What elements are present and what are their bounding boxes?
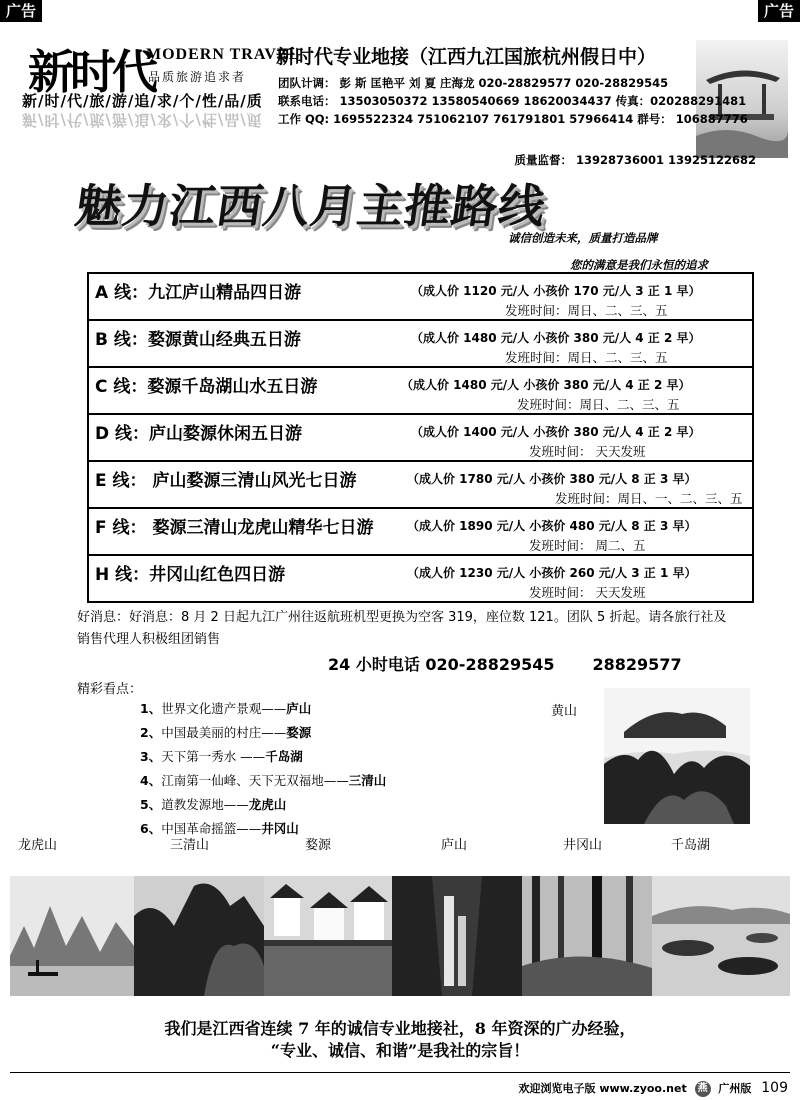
contact-line: 工作 QQ: 1695522324 751062107 761791801 57966414 群号： 106887776 (278, 112, 748, 126)
swallow-badge-icon: 燕 (695, 1081, 711, 1097)
route-row (89, 462, 752, 509)
item-text: 江南第一仙峰、天下无双福地—— (161, 773, 349, 788)
route-schedule: 发班时间： 天天发班 (529, 444, 646, 459)
lushan-photo (392, 876, 522, 996)
route-price: （成人价 1480 元/人 小孩价 380 元/人 4 正 2 早） (401, 378, 691, 392)
route-schedule: 发班时间：周日、二、三、五 (505, 350, 668, 365)
sanqingshan-photo (134, 876, 264, 996)
item-number: 5、 (140, 797, 162, 812)
route-row (89, 321, 752, 368)
ad-tag-left: 广告 (0, 0, 42, 22)
hotline-label: 24 小时电话 020-28829545 (328, 655, 555, 674)
photo-strip (10, 876, 790, 996)
item-place: 龙虎山 (248, 797, 287, 812)
route-name: C 线：婺源千岛湖山水五日游 (95, 377, 318, 397)
photo-label: 龙虎山 (18, 838, 58, 853)
photo-labels (0, 834, 800, 852)
logo-text: 新时代 (28, 45, 154, 99)
item-place: 庐山 (286, 701, 312, 716)
photo-label: 千岛湖 (671, 838, 711, 853)
route-row (89, 368, 752, 415)
closing-line-1: 我们是江西省连续 7 年的诚信专业地接社，8 年资深的广办经验， (164, 1019, 636, 1038)
jinggangshan-photo (522, 876, 652, 996)
wuyuan-photo (264, 876, 392, 996)
highlights-title: 精彩看点： (77, 682, 143, 697)
item-text: 中国最美丽的村庄—— (161, 725, 287, 740)
company-name: 新时代专业地接（江西九江国旅杭州假日中） (276, 46, 657, 68)
qiandaohu-photo (652, 876, 790, 996)
route-row (89, 556, 752, 601)
contact-line: 联系电话： 13503050372 13580540669 18620034437 传真：020288291481 (278, 94, 747, 108)
route-price: （成人价 1480 元/人 小孩价 380 元/人 4 正 2 早） (411, 331, 701, 345)
routes-table (87, 272, 754, 603)
item-text: 中国革命摇篮—— (161, 821, 262, 836)
route-name: B 线：婺源黄山经典五日游 (95, 330, 301, 350)
hotline (328, 652, 682, 675)
list-item (140, 793, 386, 817)
header (0, 30, 800, 170)
footer-welcome: 欢迎浏览电子版 (518, 1082, 596, 1095)
quality-supervision: 质量监督： 13928736001 13925122682 (514, 153, 756, 167)
route-schedule: 发班时间： 天天发班 (529, 585, 646, 600)
photo-label: 井冈山 (563, 838, 603, 853)
page-number: 109 (761, 1080, 788, 1096)
slogan-line-1: 诚信创造未来，质量打造品牌 (508, 231, 658, 245)
contact-info (278, 74, 748, 128)
photo-label: 三清山 (170, 838, 210, 853)
route-schedule: 发班时间：周日、一、二、三、五 (555, 491, 743, 506)
route-name: A 线：九江庐山精品四日游 (95, 283, 302, 303)
highlights-list (140, 697, 386, 841)
longhushan-photo (10, 876, 134, 996)
huangshan-label: 黄山 (551, 704, 578, 719)
item-place: 三清山 (348, 773, 387, 788)
item-place: 井冈山 (261, 821, 299, 836)
footer-edition: 广州版 (718, 1082, 752, 1095)
route-name: F 线： 婺源三清山龙虎山精华七日游 (95, 518, 374, 538)
route-schedule: 发班时间：周日、二、三、五 (517, 397, 680, 412)
item-number: 1、 (140, 701, 162, 716)
slogan-line-2: 您的满意是我们永恒的追求 (570, 258, 708, 272)
list-item (140, 769, 386, 793)
item-number: 6、 (140, 821, 162, 836)
route-name: H 线：井冈山红色四日游 (95, 565, 286, 585)
item-number: 4、 (140, 773, 162, 788)
route-name: E 线： 庐山婺源三清山风光七日游 (95, 471, 357, 491)
item-number: 2、 (140, 725, 162, 740)
ad-tag-right: 广告 (758, 0, 800, 22)
item-text: 世界文化遗产景观—— (161, 701, 287, 716)
item-text: 天下第一秀水 —— (161, 749, 266, 764)
item-place: 千岛湖 (265, 749, 303, 764)
route-name: D 线：庐山婺源休闲五日游 (95, 424, 303, 444)
item-text: 道教发源地—— (161, 797, 249, 812)
route-price: （成人价 1120 元/人 小孩价 170 元/人 3 正 1 早） (411, 284, 701, 298)
route-price: （成人价 1780 元/人 小孩价 380 元/人 8 正 3 早） (407, 472, 697, 486)
logo-english: MODERN TRAVEL (146, 46, 301, 63)
route-price: （成人价 1890 元/人 小孩价 480 元/人 8 正 3 早） (407, 519, 697, 533)
huangshan-photo (604, 688, 750, 824)
route-price: （成人价 1400 元/人 小孩价 380 元/人 4 正 2 早） (411, 425, 701, 439)
page-title: 魅力江西八月主推路线 (71, 179, 550, 233)
list-item (140, 745, 386, 769)
photo-label: 婺源 (305, 838, 332, 853)
item-place: 婺源 (286, 725, 312, 740)
route-price: （成人价 1230 元/人 小孩价 260 元/人 3 正 1 早） (407, 566, 697, 580)
route-row (89, 415, 752, 462)
logo-slogan-reflection: 新/时/代/旅/游/追/求/个/性/品/质 (22, 111, 263, 129)
route-row (89, 274, 752, 321)
hotline-number-2: 28829577 (592, 655, 682, 674)
footer-divider (10, 1072, 790, 1073)
photo-label: 庐山 (441, 838, 468, 853)
logo-subtitle: 品质旅游追求者 (148, 70, 247, 84)
route-schedule: 发班时间： 周二、五 (529, 538, 646, 553)
logo-slogan: 新/时/代/旅/游/追/求/个/性/品/质 (22, 92, 263, 110)
route-schedule: 发班时间：周日、二、三、五 (505, 303, 668, 318)
list-item (140, 721, 386, 745)
news-text: 好消息：好消息：8 月 2 日起九江广州往返航班机型更换为空客 319，座位数 121。团队 5 折起。请各旅行社及销售代理人积极组团销售 (77, 610, 727, 647)
contact-line: 团队计调： 彭 斯 匡艳平 刘 夏 庄海龙 020-28829577 020-28829545 (278, 76, 669, 90)
closing-statement (0, 1018, 800, 1062)
footer-url: www.zyoo.net (599, 1082, 687, 1095)
route-row (89, 509, 752, 556)
item-number: 3、 (140, 749, 162, 764)
footer (519, 1080, 789, 1097)
list-item (140, 697, 386, 721)
closing-line-2: “专业、诚信、和谐”是我社的宗旨！ (270, 1041, 530, 1060)
